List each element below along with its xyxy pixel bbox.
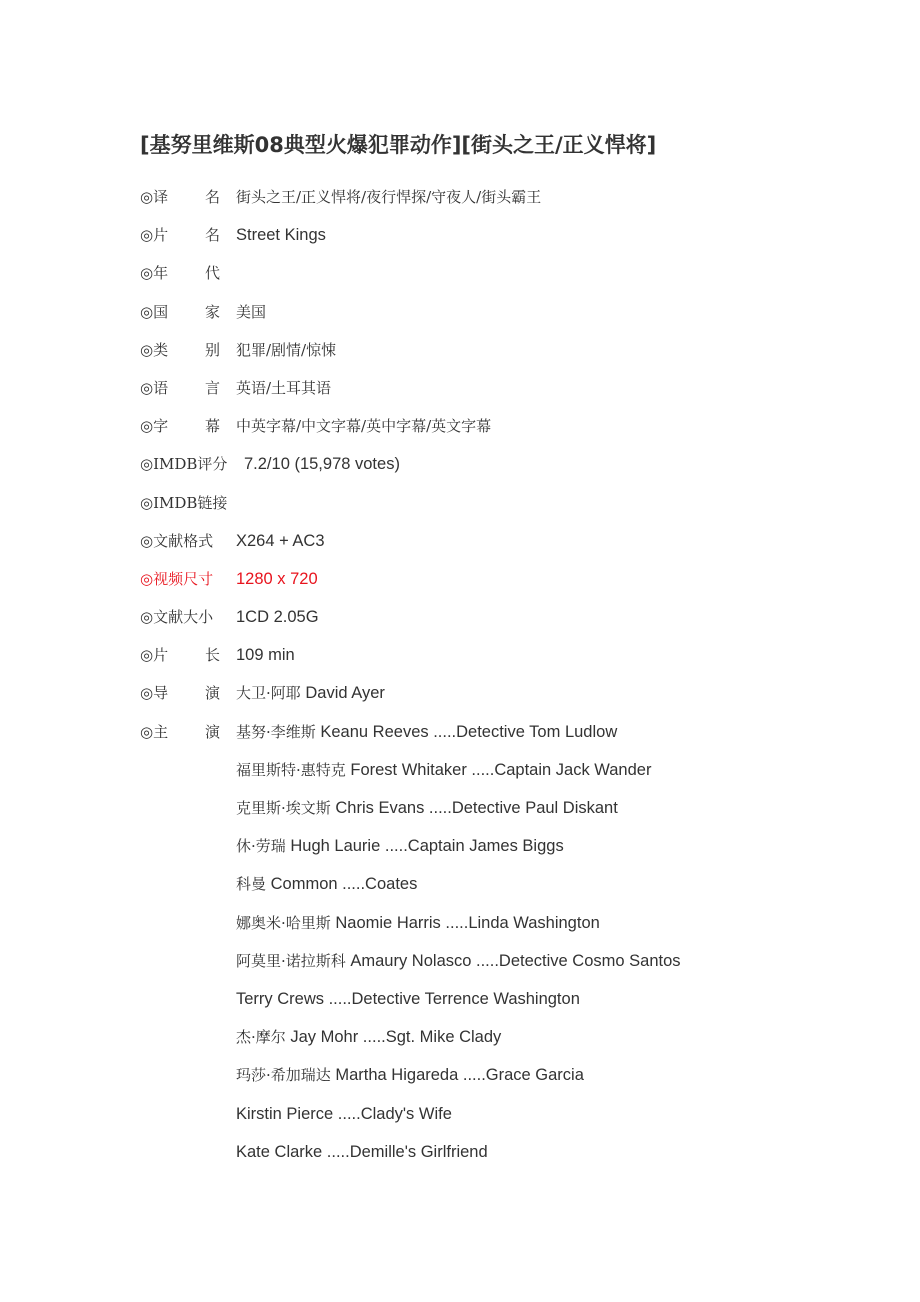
page-title: [基努里维斯08典型火爆犯罪动作][街头之王/正义悍将] [140, 133, 657, 157]
info-label: ◎主 演 [140, 722, 220, 741]
cast-member [140, 789, 880, 827]
imdb-rating-value: 7.2/10 (15,978 votes) [244, 455, 400, 474]
cast-cn-name: 杰·摩尔 [236, 1028, 286, 1047]
info-row-original-name [140, 216, 880, 254]
cast-member [140, 904, 880, 942]
cast-member [140, 1018, 880, 1056]
info-label: ◎译 名 [140, 188, 220, 206]
movie-info-list [140, 178, 880, 1171]
info-label: ◎片 长 [140, 646, 220, 665]
info-row-director [140, 674, 880, 712]
cast-en-role: Kate Clarke .....Demille's Girlfriend [236, 1142, 488, 1161]
cast-member [140, 865, 880, 903]
cast-member [140, 942, 880, 980]
file-size-label: ◎文献大小 [140, 608, 214, 627]
info-row-genre [140, 331, 880, 369]
cast-en-role: Amaury Nolasco .....Detective Cosmo Santos [350, 951, 681, 970]
cast-cn-name: 科曼 [236, 875, 267, 894]
info-label: ◎导 演 [140, 684, 220, 703]
runtime-value: 109 min [236, 646, 295, 665]
cast-member [140, 1056, 880, 1094]
video-size-label: ◎视频尺寸 [140, 569, 214, 588]
cast-en-role: Keanu Reeves .....Detective Tom Ludlow [320, 722, 618, 741]
director-en-name: David Ayer [305, 684, 385, 703]
language-value: 英语/土耳其语 [236, 378, 332, 397]
info-row-cast [140, 713, 880, 751]
info-row-imdb-rating [140, 445, 880, 483]
cast-en-role: Terry Crews .....Detective Terrence Washington [236, 989, 580, 1008]
info-row-year [140, 254, 880, 292]
info-label: ◎语 言 [140, 378, 220, 397]
info-row-subtitles [140, 407, 880, 445]
info-row-runtime [140, 636, 880, 674]
cast-en-role: Common .....Coates [270, 875, 418, 894]
director-cn-name: 大卫·阿耶 [236, 684, 301, 703]
cast-cn-name: 福里斯特·惠特克 [236, 760, 346, 779]
info-row-file-size [140, 598, 880, 636]
director-value [236, 674, 385, 712]
translated-name-value: 街头之王/正义悍将/夜行悍探/守夜人/街头霸王 [236, 188, 542, 206]
info-label: ◎字 幕 [140, 417, 220, 436]
info-label: ◎类 别 [140, 340, 220, 359]
info-row-file-format [140, 522, 880, 560]
cast-en-role: Martha Higareda .....Grace Garcia [335, 1066, 584, 1085]
file-size-value: 1CD 2.05G [236, 608, 319, 627]
info-row-country [140, 293, 880, 331]
cast-cn-name: 休·劳瑞 [236, 837, 286, 856]
country-value: 美国 [236, 302, 267, 321]
file-format-label: ◎文献格式 [140, 531, 214, 550]
info-row-translated-name [140, 178, 880, 216]
info-label: ◎片 名 [140, 226, 220, 245]
cast-member [140, 1133, 880, 1171]
cast-member [140, 1095, 880, 1133]
cast-member [140, 751, 880, 789]
info-label: ◎年 代 [140, 264, 220, 283]
file-format-value: X264 + AC3 [236, 531, 325, 550]
cast-member [140, 827, 880, 865]
subtitles-value: 中英字幕/中文字幕/英中字幕/英文字幕 [236, 417, 492, 436]
original-name-value: Street Kings [236, 226, 326, 245]
cast-member [236, 713, 617, 751]
cast-cn-name: 阿莫里·诺拉斯科 [236, 951, 346, 970]
cast-en-role: Naomie Harris .....Linda Washington [335, 913, 600, 932]
video-size-value: 1280 x 720 [236, 569, 318, 588]
genre-value: 犯罪/剧情/惊悚 [236, 340, 337, 359]
info-row-language [140, 369, 880, 407]
imdb-link-label: ◎IMDB链接 [140, 493, 228, 512]
cast-en-role: Chris Evans .....Detective Paul Diskant [335, 799, 618, 817]
cast-cn-name: 基努·李维斯 [236, 722, 316, 741]
info-row-imdb-link [140, 484, 880, 522]
info-row-video-size [140, 560, 880, 598]
info-label: ◎国 家 [140, 302, 220, 321]
cast-cn-name: 娜奥米·哈里斯 [236, 913, 331, 932]
cast-cn-name: 玛莎·希加瑞达 [236, 1066, 331, 1085]
cast-en-role: Jay Mohr .....Sgt. Mike Clady [290, 1028, 502, 1047]
cast-member [140, 980, 880, 1018]
cast-en-role: Kirstin Pierce .....Clady's Wife [236, 1104, 452, 1123]
cast-cn-name: 克里斯·埃文斯 [236, 799, 331, 817]
cast-en-role: Forest Whitaker .....Captain Jack Wander [350, 760, 652, 779]
imdb-rating-label: ◎IMDB评分 [140, 455, 228, 474]
cast-en-role: Hugh Laurie .....Captain James Biggs [290, 837, 564, 856]
